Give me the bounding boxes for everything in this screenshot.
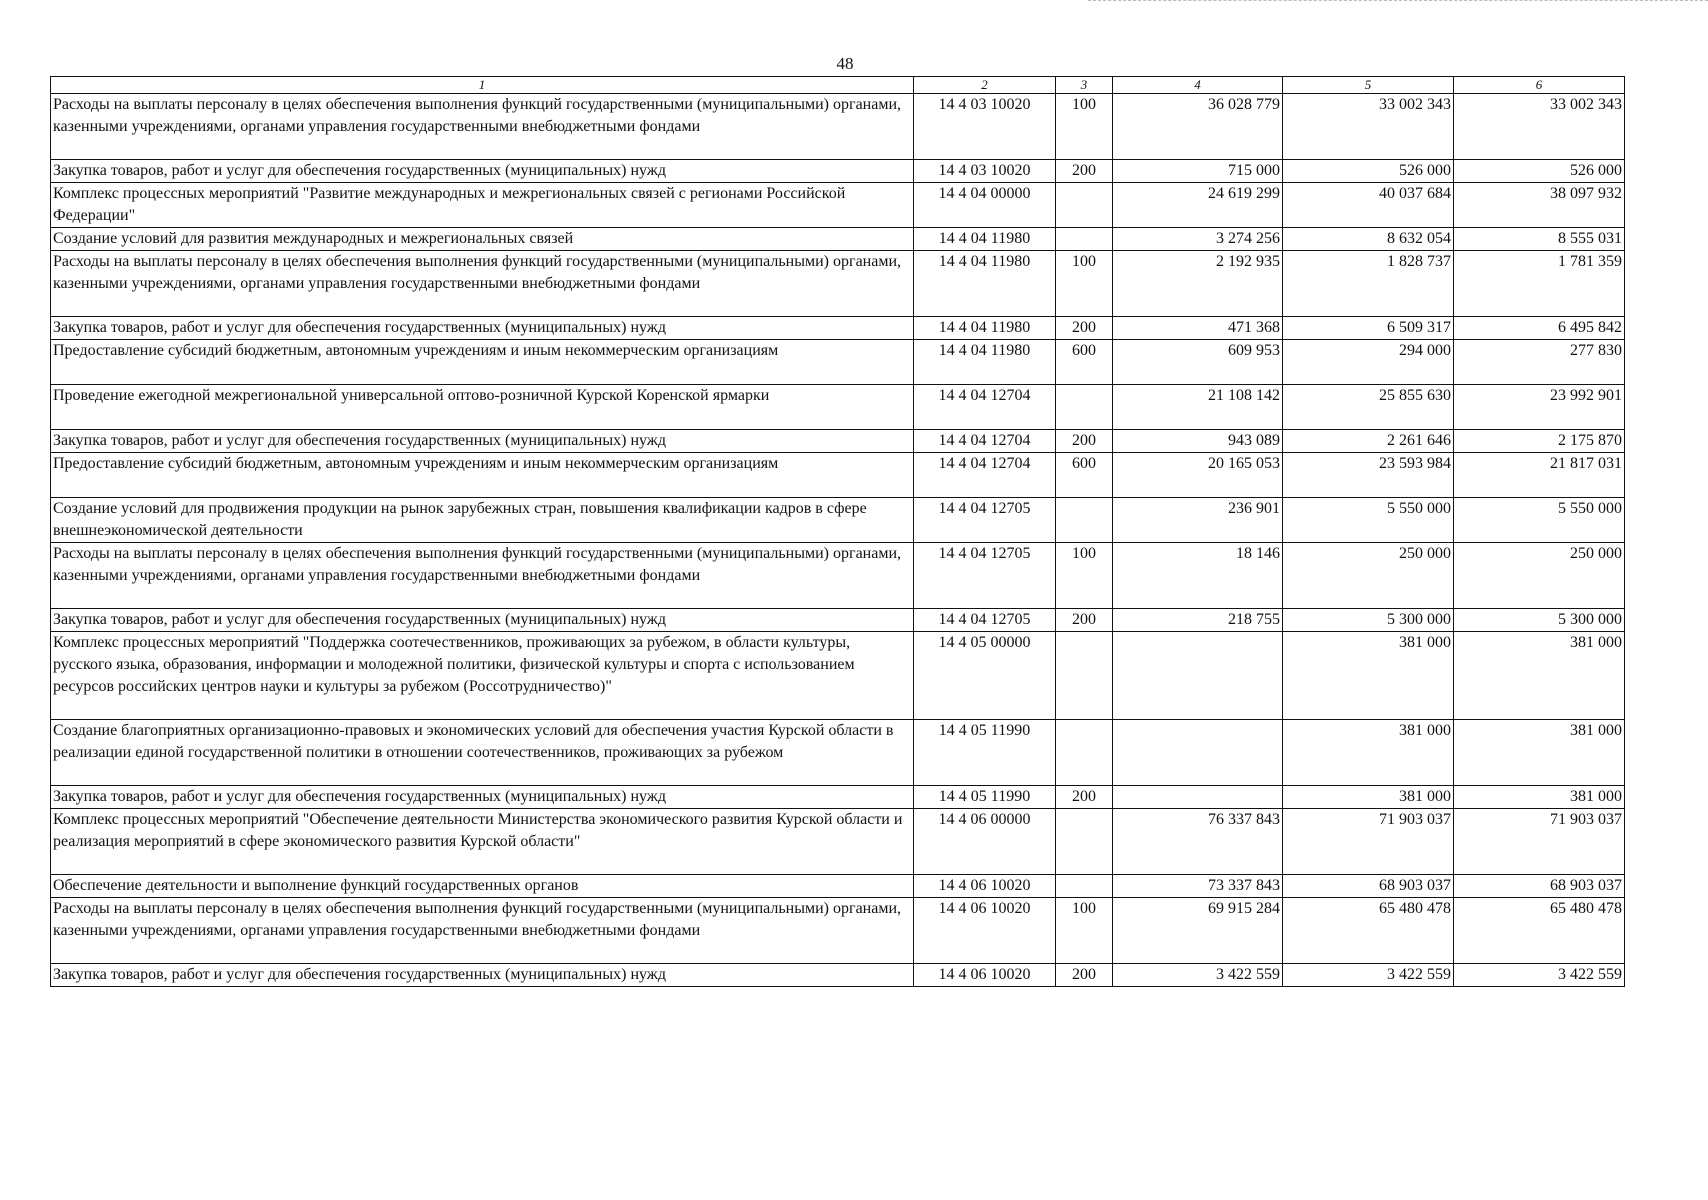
row-value-col4: 471 368 <box>1113 317 1283 340</box>
table-row <box>51 609 1625 632</box>
row-expense-type <box>1056 875 1113 898</box>
row-value-col4: 20 165 053 <box>1113 453 1283 498</box>
row-code: 14 4 06 00000 <box>914 809 1056 875</box>
table-row <box>51 632 1625 720</box>
row-expense-type: 100 <box>1056 251 1113 317</box>
row-value-col5: 40 037 684 <box>1283 183 1454 228</box>
row-expense-type <box>1056 385 1113 430</box>
row-name: Комплекс процессных мероприятий "Развитие международных и межрегиональных связей с регионами Российской Федерации" <box>51 183 914 228</box>
row-code: 14 4 06 10020 <box>914 964 1056 987</box>
row-value-col6: 21 817 031 <box>1454 453 1625 498</box>
row-value-col5: 68 903 037 <box>1283 875 1454 898</box>
row-code: 14 4 04 12704 <box>914 385 1056 430</box>
row-code: 14 4 04 12705 <box>914 498 1056 543</box>
row-value-col6: 65 480 478 <box>1454 898 1625 964</box>
row-expense-type: 200 <box>1056 964 1113 987</box>
row-value-col6: 68 903 037 <box>1454 875 1625 898</box>
header-cell-6: 6 <box>1454 77 1625 94</box>
row-name: Создание условий для развития международных и межрегиональных связей <box>51 228 914 251</box>
row-value-col6: 3 422 559 <box>1454 964 1625 987</box>
row-name: Закупка товаров, работ и услуг для обеспечения государственных (муниципальных) нужд <box>51 430 914 453</box>
row-value-col6: 5 550 000 <box>1454 498 1625 543</box>
table-body <box>51 94 1625 987</box>
header-cell-1: 1 <box>51 77 914 94</box>
row-value-col6: 2 175 870 <box>1454 430 1625 453</box>
table-row <box>51 385 1625 430</box>
row-code: 14 4 04 11980 <box>914 340 1056 385</box>
row-value-col6: 277 830 <box>1454 340 1625 385</box>
table-row <box>51 964 1625 987</box>
row-value-col6: 8 555 031 <box>1454 228 1625 251</box>
row-value-col5: 250 000 <box>1283 543 1454 609</box>
row-value-col4: 2 192 935 <box>1113 251 1283 317</box>
row-code: 14 4 04 11980 <box>914 317 1056 340</box>
row-code: 14 4 05 11990 <box>914 720 1056 786</box>
row-value-col4: 36 028 779 <box>1113 94 1283 160</box>
header-cell-3: 3 <box>1056 77 1113 94</box>
row-code: 14 4 04 12705 <box>914 609 1056 632</box>
row-name: Закупка товаров, работ и услуг для обеспечения государственных (муниципальных) нужд <box>51 160 914 183</box>
row-expense-type <box>1056 632 1113 720</box>
row-value-col4 <box>1113 720 1283 786</box>
page-number: 48 <box>836 54 854 73</box>
table-row <box>51 251 1625 317</box>
row-value-col6: 33 002 343 <box>1454 94 1625 160</box>
row-expense-type <box>1056 720 1113 786</box>
table-row <box>51 228 1625 251</box>
scan-edge-line <box>1088 0 1708 3</box>
row-value-col5: 5 300 000 <box>1283 609 1454 632</box>
row-expense-type: 100 <box>1056 898 1113 964</box>
row-name: Расходы на выплаты персоналу в целях обеспечения выполнения функций государственными (муниципальными) органами, казенными учреждениями, органами управления государственными внебюджетными фондами <box>51 251 914 317</box>
table-row <box>51 183 1625 228</box>
row-value-col4: 218 755 <box>1113 609 1283 632</box>
row-name: Комплекс процессных мероприятий "Поддержка соотечественников, проживающих за рубежом, в области культуры, русского языка, образования, информации и молодежной политики, физической культуры и спорта с использованием ресурсов российских центров науки и культуры за рубежом (Россотрудничество)" <box>51 632 914 720</box>
row-value-col5: 65 480 478 <box>1283 898 1454 964</box>
row-value-col5: 381 000 <box>1283 786 1454 809</box>
row-value-col5: 2 261 646 <box>1283 430 1454 453</box>
row-value-col5: 5 550 000 <box>1283 498 1454 543</box>
row-value-col6: 250 000 <box>1454 543 1625 609</box>
row-expense-type: 600 <box>1056 340 1113 385</box>
row-name: Предоставление субсидий бюджетным, автономным учреждениям и иным некоммерческим организациям <box>51 340 914 385</box>
header-cell-4: 4 <box>1113 77 1283 94</box>
table-row <box>51 786 1625 809</box>
row-code: 14 4 04 00000 <box>914 183 1056 228</box>
row-name: Закупка товаров, работ и услуг для обеспечения государственных (муниципальных) нужд <box>51 964 914 987</box>
row-expense-type: 200 <box>1056 609 1113 632</box>
row-code: 14 4 04 12704 <box>914 453 1056 498</box>
row-value-col4: 943 089 <box>1113 430 1283 453</box>
row-code: 14 4 05 00000 <box>914 632 1056 720</box>
row-value-col6: 381 000 <box>1454 632 1625 720</box>
row-name: Проведение ежегодной межрегиональной универсальной оптово-розничной Курской Коренской ярмарки <box>51 385 914 430</box>
row-value-col4: 3 274 256 <box>1113 228 1283 251</box>
row-expense-type: 200 <box>1056 786 1113 809</box>
row-code: 14 4 06 10020 <box>914 898 1056 964</box>
row-value-col4: 76 337 843 <box>1113 809 1283 875</box>
row-name: Расходы на выплаты персоналу в целях обеспечения выполнения функций государственными (муниципальными) органами, казенными учреждениями, органами управления государственными внебюджетными фондами <box>51 898 914 964</box>
row-value-col5: 381 000 <box>1283 632 1454 720</box>
row-value-col5: 25 855 630 <box>1283 385 1454 430</box>
row-expense-type <box>1056 228 1113 251</box>
row-name: Закупка товаров, работ и услуг для обеспечения государственных (муниципальных) нужд <box>51 786 914 809</box>
row-value-col6: 381 000 <box>1454 720 1625 786</box>
row-expense-type <box>1056 498 1113 543</box>
row-value-col4 <box>1113 632 1283 720</box>
table-row <box>51 898 1625 964</box>
row-value-col4: 73 337 843 <box>1113 875 1283 898</box>
row-value-col6: 71 903 037 <box>1454 809 1625 875</box>
row-expense-type: 100 <box>1056 543 1113 609</box>
row-value-col6: 381 000 <box>1454 786 1625 809</box>
row-value-col4 <box>1113 786 1283 809</box>
row-code: 14 4 05 11990 <box>914 786 1056 809</box>
row-name: Закупка товаров, работ и услуг для обеспечения государственных (муниципальных) нужд <box>51 609 914 632</box>
row-value-col5: 381 000 <box>1283 720 1454 786</box>
row-value-col5: 71 903 037 <box>1283 809 1454 875</box>
row-value-col4: 21 108 142 <box>1113 385 1283 430</box>
row-name: Комплекс процессных мероприятий "Обеспечение деятельности Министерства экономического развития Курской области и реализация мероприятий в сфере экономического развития Курской области" <box>51 809 914 875</box>
row-name: Предоставление субсидий бюджетным, автономным учреждениям и иным некоммерческим организациям <box>51 453 914 498</box>
row-value-col5: 526 000 <box>1283 160 1454 183</box>
row-expense-type: 100 <box>1056 94 1113 160</box>
table-row <box>51 498 1625 543</box>
row-expense-type: 200 <box>1056 317 1113 340</box>
table-row <box>51 430 1625 453</box>
row-value-col4: 69 915 284 <box>1113 898 1283 964</box>
header-cell-5: 5 <box>1283 77 1454 94</box>
row-value-col4: 236 901 <box>1113 498 1283 543</box>
budget-table <box>50 76 1625 987</box>
table-row <box>51 875 1625 898</box>
row-expense-type: 600 <box>1056 453 1113 498</box>
table-row <box>51 317 1625 340</box>
row-value-col4: 3 422 559 <box>1113 964 1283 987</box>
row-code: 14 4 03 10020 <box>914 94 1056 160</box>
row-value-col6: 526 000 <box>1454 160 1625 183</box>
row-name: Создание благоприятных организационно-правовых и экономических условий для обеспечения участия Курской области в реализации единой государственной политики в отношении соотечественников, проживающих за рубежом <box>51 720 914 786</box>
row-value-col6: 1 781 359 <box>1454 251 1625 317</box>
row-code: 14 4 04 12705 <box>914 543 1056 609</box>
row-value-col5: 8 632 054 <box>1283 228 1454 251</box>
row-value-col4: 18 146 <box>1113 543 1283 609</box>
row-value-col6: 23 992 901 <box>1454 385 1625 430</box>
row-value-col4: 24 619 299 <box>1113 183 1283 228</box>
row-code: 14 4 03 10020 <box>914 160 1056 183</box>
row-value-col5: 3 422 559 <box>1283 964 1454 987</box>
row-value-col5: 23 593 984 <box>1283 453 1454 498</box>
row-expense-type <box>1056 183 1113 228</box>
row-code: 14 4 04 12704 <box>914 430 1056 453</box>
row-value-col5: 33 002 343 <box>1283 94 1454 160</box>
table-row <box>51 160 1625 183</box>
row-value-col6: 5 300 000 <box>1454 609 1625 632</box>
row-value-col6: 6 495 842 <box>1454 317 1625 340</box>
table-row <box>51 543 1625 609</box>
row-value-col5: 294 000 <box>1283 340 1454 385</box>
header-row <box>51 77 1625 94</box>
header-cell-2: 2 <box>914 77 1056 94</box>
table-row <box>51 720 1625 786</box>
row-code: 14 4 04 11980 <box>914 251 1056 317</box>
row-name: Расходы на выплаты персоналу в целях обеспечения выполнения функций государственными (муниципальными) органами, казенными учреждениями, органами управления государственными внебюджетными фондами <box>51 94 914 160</box>
row-value-col4: 715 000 <box>1113 160 1283 183</box>
table-row <box>51 453 1625 498</box>
row-value-col6: 38 097 932 <box>1454 183 1625 228</box>
row-code: 14 4 06 10020 <box>914 875 1056 898</box>
row-name: Обеспечение деятельности и выполнение функций государственных органов <box>51 875 914 898</box>
table-row <box>51 94 1625 160</box>
row-code: 14 4 04 11980 <box>914 228 1056 251</box>
row-expense-type <box>1056 809 1113 875</box>
row-value-col5: 1 828 737 <box>1283 251 1454 317</box>
table-row <box>51 340 1625 385</box>
table-row <box>51 809 1625 875</box>
row-name: Расходы на выплаты персоналу в целях обеспечения выполнения функций государственными (муниципальными) органами, казенными учреждениями, органами управления государственными внебюджетными фондами <box>51 543 914 609</box>
row-expense-type: 200 <box>1056 160 1113 183</box>
row-value-col5: 6 509 317 <box>1283 317 1454 340</box>
row-expense-type: 200 <box>1056 430 1113 453</box>
row-name: Создание условий для продвижения продукции на рынок зарубежных стран, повышения квалификации кадров в сфере внешнеэкономической деятельности <box>51 498 914 543</box>
row-name: Закупка товаров, работ и услуг для обеспечения государственных (муниципальных) нужд <box>51 317 914 340</box>
row-value-col4: 609 953 <box>1113 340 1283 385</box>
